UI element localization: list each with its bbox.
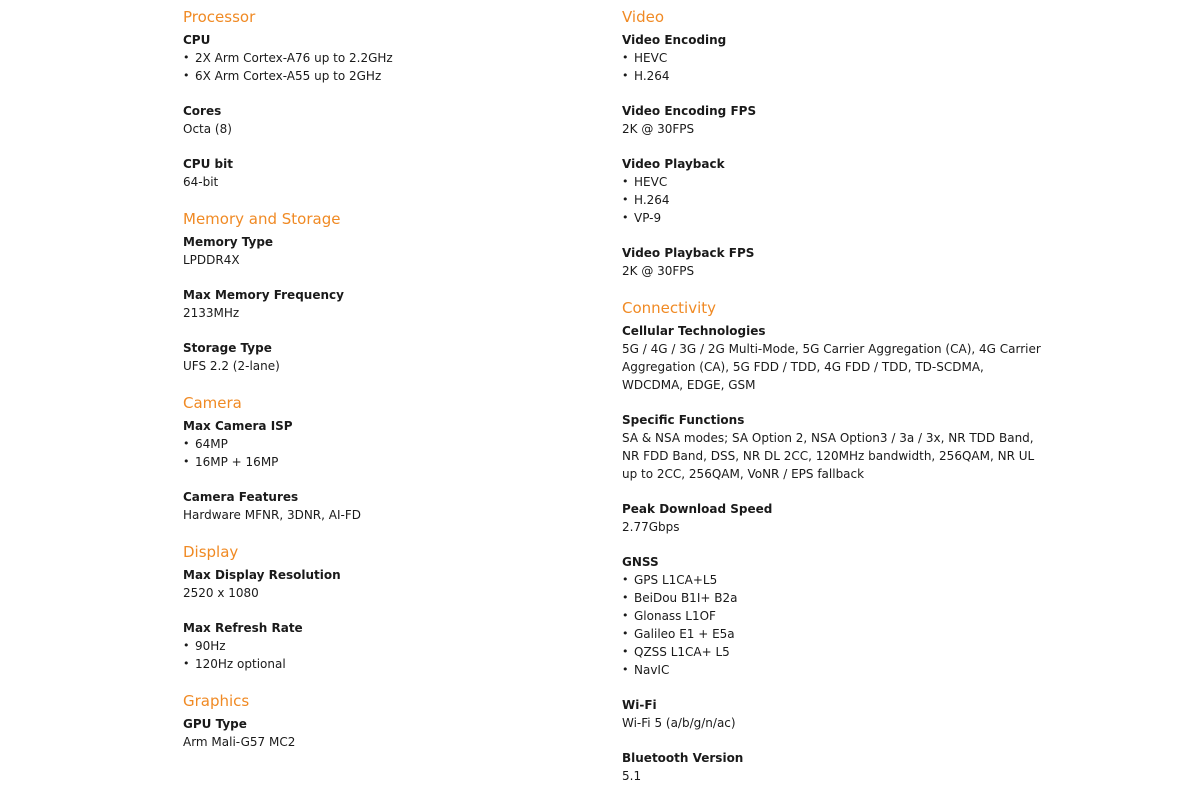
spec-value: 5.1 — [622, 769, 642, 783]
list-item: • HEVC — [622, 49, 1042, 67]
list-item: • GPS L1CA+L5 — [622, 571, 1042, 589]
spec-peak-download — [622, 500, 1042, 536]
spec-storage-type — [183, 339, 583, 375]
list-item: • HEVC — [622, 173, 1042, 191]
spec-label: CPU — [183, 33, 211, 47]
spec-wifi — [622, 696, 1042, 732]
spec-label: Storage Type — [183, 341, 272, 355]
spec-label: Specific Functions — [622, 413, 745, 427]
spec-label: Peak Download Speed — [622, 502, 773, 516]
spec-gnss — [622, 553, 1042, 679]
list-item: • 120Hz optional — [183, 655, 583, 673]
spec-label: Max Memory Frequency — [183, 288, 344, 302]
list-item: • QZSS L1CA+ L5 — [622, 643, 1042, 661]
section-title-memory: Memory and Storage — [183, 210, 341, 228]
list-item: • 90Hz — [183, 637, 583, 655]
spec-memory-type — [183, 233, 583, 269]
spec-cellular — [622, 322, 1042, 394]
spec-label: Video Encoding FPS — [622, 104, 757, 118]
section-title-display: Display — [183, 543, 239, 561]
spec-value: LPDDR4X — [183, 253, 240, 267]
spec-value: Wi-Fi 5 (a/b/g/n/ac) — [622, 716, 736, 730]
list-item: • NavIC — [622, 661, 1042, 679]
spec-gpu-type — [183, 715, 583, 751]
spec-camera-isp — [183, 417, 583, 471]
spec-video-playback — [622, 155, 1042, 227]
spec-value: Hardware MFNR, 3DNR, AI-FD — [183, 508, 361, 522]
spec-label: Cores — [183, 104, 222, 118]
section-title-connectivity: Connectivity — [622, 299, 716, 317]
section-display — [183, 541, 583, 673]
section-title-camera: Camera — [183, 394, 242, 412]
spec-list — [622, 173, 1042, 227]
spec-label: Memory Type — [183, 235, 274, 249]
spec-label: Video Encoding — [622, 33, 727, 47]
spec-cpu — [183, 31, 583, 85]
list-item: • VP-9 — [622, 209, 1042, 227]
spec-label: Max Camera ISP — [183, 419, 293, 433]
spec-label: Bluetooth Version — [622, 751, 744, 765]
spec-display-resolution — [183, 566, 583, 602]
section-title-video: Video — [622, 8, 665, 26]
spec-value: SA & NSA modes; SA Option 2, NSA Option3 / 3a / 3x, NR TDD Band, NR FDD Band, DSS, NR DL 2CC, 120MHz bandwidth, 256QAM, NR UL up to 2CC, 256QAM, VoNR / EPS fallback — [622, 431, 1035, 481]
section-memory — [183, 208, 583, 375]
spec-value: 2133MHz — [183, 306, 240, 320]
spec-label: Max Display Resolution — [183, 568, 341, 582]
left-column — [183, 6, 583, 768]
spec-video-playback-fps — [622, 244, 1042, 280]
list-item: • Galileo E1 + E5a — [622, 625, 1042, 643]
section-title-graphics: Graphics — [183, 692, 250, 710]
spec-value: 2K @ 30FPS — [622, 122, 695, 136]
spec-label: Video Playback FPS — [622, 246, 755, 260]
spec-label: CPU bit — [183, 157, 233, 171]
list-item: • H.264 — [622, 67, 1042, 85]
spec-video-encoding-fps — [622, 102, 1042, 138]
list-item: • BeiDou B1I+ B2a — [622, 589, 1042, 607]
spec-label: Wi-Fi — [622, 698, 657, 712]
spec-value: 64-bit — [183, 175, 219, 189]
section-video — [622, 6, 1042, 280]
spec-bluetooth — [622, 749, 1042, 785]
list-item: • Glonass L1OF — [622, 607, 1042, 625]
spec-label: Video Playback — [622, 157, 725, 171]
spec-label: Camera Features — [183, 490, 299, 504]
spec-value: Arm Mali-G57 MC2 — [183, 735, 296, 749]
list-item: • 2X Arm Cortex-A76 up to 2.2GHz — [183, 49, 583, 67]
spec-video-encoding — [622, 31, 1042, 85]
spec-list — [622, 49, 1042, 85]
spec-camera-features — [183, 488, 583, 524]
list-item: • 16MP + 16MP — [183, 453, 583, 471]
section-processor — [183, 6, 583, 191]
section-connectivity — [622, 297, 1042, 785]
spec-cpu-bit — [183, 155, 583, 191]
spec-list — [183, 435, 583, 471]
list-item: • 64MP — [183, 435, 583, 453]
spec-refresh-rate — [183, 619, 583, 673]
spec-label: GPU Type — [183, 717, 247, 731]
spec-list — [183, 49, 583, 85]
spec-list — [622, 571, 1042, 679]
spec-value: Octa (8) — [183, 122, 232, 136]
list-item: • H.264 — [622, 191, 1042, 209]
spec-list — [183, 637, 583, 673]
spec-value: 2520 x 1080 — [183, 586, 259, 600]
spec-label: Cellular Technologies — [622, 324, 766, 338]
spec-value: UFS 2.2 (2-lane) — [183, 359, 280, 373]
spec-label: GNSS — [622, 555, 659, 569]
spec-memory-frequency — [183, 286, 583, 322]
spec-value: 5G / 4G / 3G / 2G Multi-Mode, 5G Carrier Aggregation (CA), 4G Carrier Aggregation (CA), 5G FDD / TDD, 4G FDD / TDD, TD-SCDMA, WDCDMA, EDGE, GSM — [622, 342, 1041, 392]
spec-specific-functions — [622, 411, 1042, 483]
spec-value: 2K @ 30FPS — [622, 264, 695, 278]
section-camera — [183, 392, 583, 524]
section-graphics — [183, 690, 583, 751]
section-title-processor: Processor — [183, 8, 256, 26]
spec-label: Max Refresh Rate — [183, 621, 303, 635]
right-column — [622, 6, 1042, 802]
spec-cores — [183, 102, 583, 138]
list-item: • 6X Arm Cortex-A55 up to 2GHz — [183, 67, 583, 85]
spec-value: 2.77Gbps — [622, 520, 680, 534]
